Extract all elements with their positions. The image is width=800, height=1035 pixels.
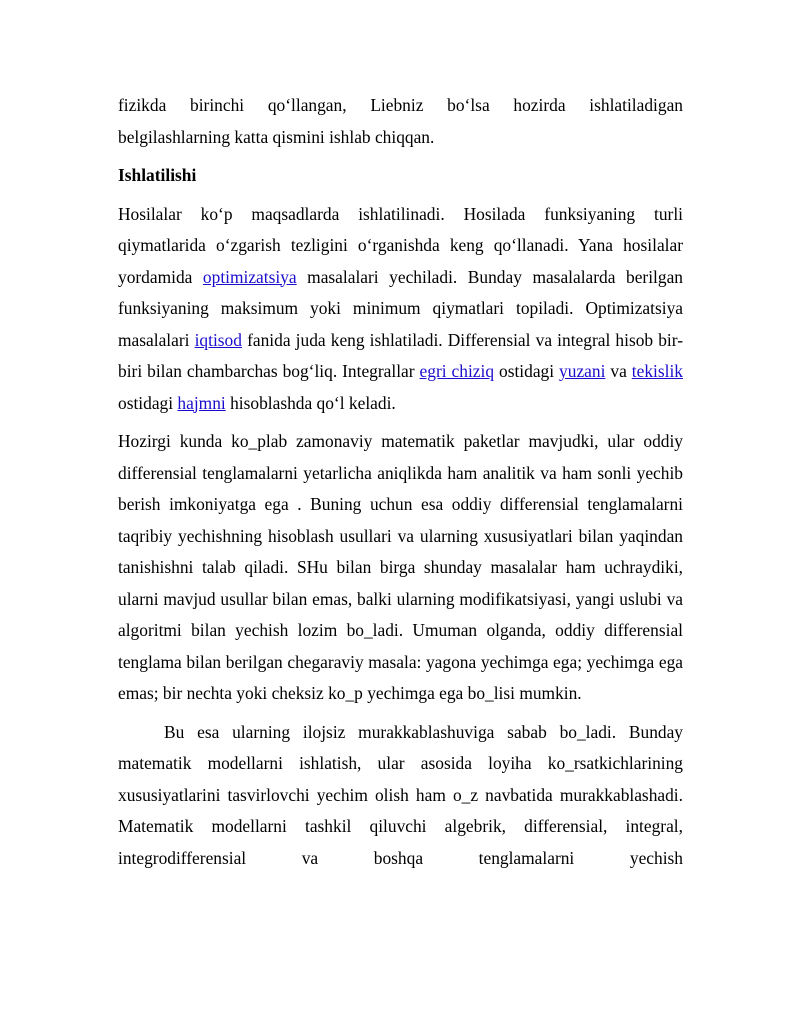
paragraph-gap xyxy=(118,710,683,717)
link-area[interactable]: yuzani xyxy=(559,361,606,381)
usage-text-5: va xyxy=(605,361,632,381)
paragraph-gap xyxy=(118,419,683,426)
usage-text-1: Hosilalar ko‘p maqsadlarda ishlatilinadi. Hosilada funksiyaning turli qiymatlarida o‘zgarish tezligini o‘rganishda keng qo‘llanadi. Yana hosilalar yordamida xyxy=(118,203,683,287)
usage-text-7: hisoblashda qo‘l keladi. xyxy=(225,392,396,413)
intro-paragraph: fizikda birinchi qo‘llangan, Liebniz bo‘lsa hozirda ishlatiladigan belgilashlarning katta qismini ishlab chiqqan. xyxy=(118,95,683,147)
link-economics[interactable]: iqtisod xyxy=(194,329,242,350)
link-curve[interactable]: egri chiziq xyxy=(419,361,495,381)
usage-text-3: fanida juda keng ishlatiladi. Differensial va integral hisob bir-biri bilan chambarchas bog‘liq. Integrallar xyxy=(118,329,683,381)
usage-paragraph xyxy=(118,199,683,420)
document-page xyxy=(118,90,683,874)
paragraph-gap xyxy=(118,192,683,199)
paragraph-gap xyxy=(118,153,683,160)
usage-text-6: ostidagi xyxy=(118,392,178,413)
usage-text-2: masalalari yechiladi. Bunday masalalarda berilgan funksiyaning maksimum yoki minimum qiymatlari topiladi. Optimizatsiya masalalari xyxy=(118,266,683,350)
link-optimization[interactable]: optimizatsiya xyxy=(202,266,297,287)
link-volume[interactable]: hajmni xyxy=(177,392,226,413)
link-plane[interactable]: tekislik xyxy=(631,361,683,381)
section-heading: Ishlatilishi xyxy=(118,165,197,185)
modern-paragraph: Hozirgi kunda ko_plab zamonaviy matematik paketlar mavjudki, ular oddiy differensial tenglamalarni yetarlicha aniqlikda ham analitik va ham sonli yechib berish imkoniyatga ega . Buning uchun esa oddiy differensial tenglamalarni taqribiy yechishning hisoblash usullari va ularning xususiyatlari bilan yaqindan tanishishni talab qiladi. SHu bilan birga shunday masalalar ham uchraydiki, ularni mavjud usullar bilan emas, balki ularning modifikatsiyasi, yangi uslubi va algoritmi bilan yechish lozim bo_ladi. Umuman olganda, oddiy differensial tenglama bilan berilgan chegaraviy masala: yagona yechimga ega; yechimga ega emas; bir nechta yoki cheksiz ko_p yechimga ega bo_lisi mumkin. xyxy=(118,431,683,703)
usage-text-4: ostidagi xyxy=(494,361,560,381)
complexity-paragraph: Bu esa ularning ilojsiz murakkablashuviga sabab bo_ladi. Bunday matematik modellarni ishlatish, ular asosida loyiha ko_rsatkichlarining xususiyatlarini tasvirlovchi yechim olish ham o_z navbatida murakkablashadi. Matematik modellarni tashkil qiluvchi algebrik, differensial, integral, integrodifferensial va boshqa tenglamalarni yechish xyxy=(118,721,683,868)
